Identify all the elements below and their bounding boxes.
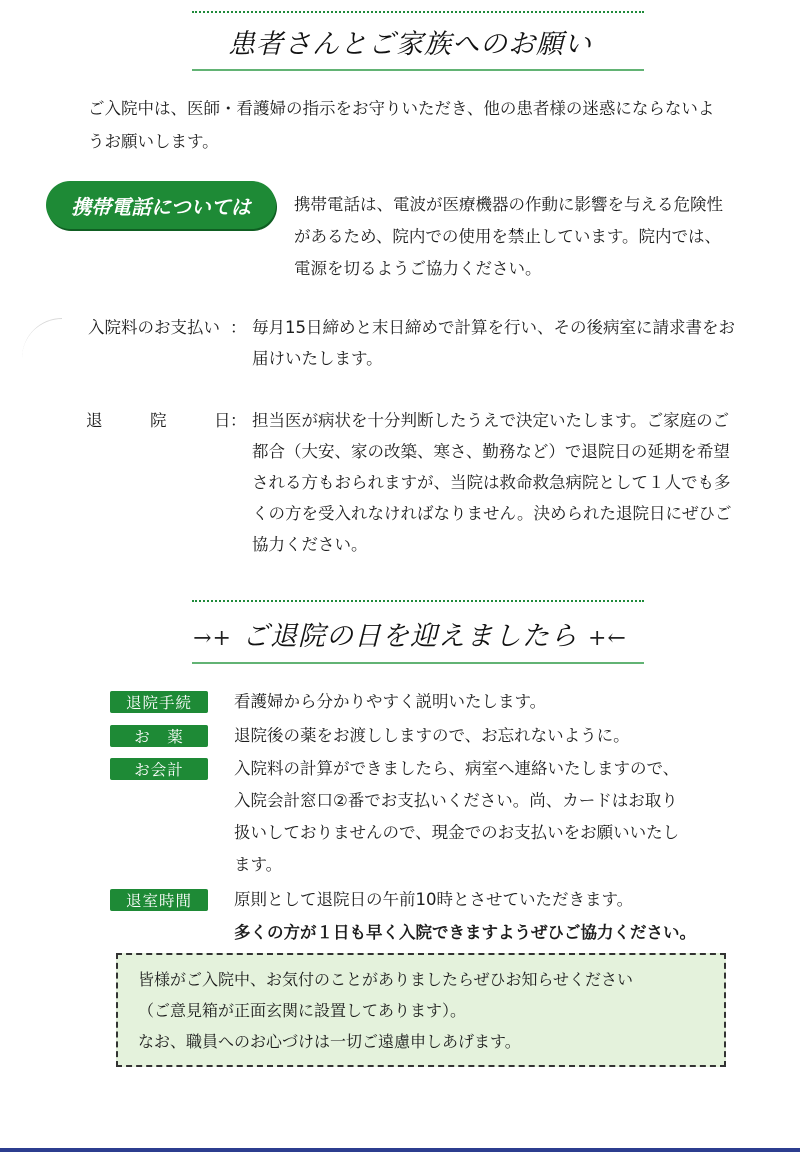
discharge-colon: ： xyxy=(230,411,247,430)
payment-line-2: 届けいたします。 xyxy=(252,349,383,368)
tag-billing: お会計 xyxy=(110,758,208,780)
discharge-line-5: 協力ください。 xyxy=(252,535,368,554)
bottom-bar xyxy=(0,1148,800,1152)
discharge-label-char-2: 院 xyxy=(150,411,167,430)
mobile-line-3: 電源を切るようご協力ください。 xyxy=(294,259,542,278)
item-billing-line-1: 入院料の計算ができましたら、病室へ連絡いたしますので、 xyxy=(234,759,680,778)
top-rule-2 xyxy=(192,69,644,71)
discharge-line-3: される方もおられますが、当院は救命救急病院として１人でも多 xyxy=(252,473,731,492)
mobile-phone-badge: 携帯電話については xyxy=(46,181,276,229)
payment-line-1: 毎月15日締めと末日締めで計算を行い、その後病室に請求書をお xyxy=(252,318,735,337)
item-checkout-line-2: 多くの方が１日も早く入院できますようぜひご協力ください。 xyxy=(234,923,696,942)
discharge-label-char-1: 退 xyxy=(86,411,103,430)
item-medicine-line-1: 退院後の薬をお渡ししますので、お忘れないように。 xyxy=(234,726,630,745)
section1-title: 患者さんとご家族へのお願い xyxy=(228,29,592,60)
item-procedure-line-1: 看護婦から分かりやすく説明いたします。 xyxy=(234,692,547,711)
mobile-line-1: 携帯電話は、電波が医療機器の作動に影響を与える危険性 xyxy=(294,195,723,214)
intro-line-2: うお願いします。 xyxy=(88,132,219,151)
discharge-line-4: くの方を受入れなければなりません。決められた退院日にぜひご xyxy=(252,504,732,523)
intro-line-1: ご入院中は、医師・看護婦の指示をお守りいただき、他の患者様の迷惑にならないよ xyxy=(88,99,715,118)
flourish-right-icon: +← xyxy=(588,626,627,651)
notice-line-3: なお、職員へのお心づけは一切ご遠慮申しあげます。 xyxy=(138,1032,521,1051)
tag-medicine: お 薬 xyxy=(110,725,208,747)
top-rule-1 xyxy=(192,11,644,13)
item-billing-line-3: 扱いしておりませんので、現金でのお支払いをお願いいたし xyxy=(234,823,680,842)
section2-title-row xyxy=(160,614,660,653)
notice-box xyxy=(116,953,726,1067)
mid-rule-2 xyxy=(192,662,644,664)
tag-checkout-time: 退室時間 xyxy=(110,889,208,911)
discharge-label-char-3: 日 xyxy=(214,411,231,430)
tag-discharge-procedure: 退院手続 xyxy=(110,691,208,713)
item-billing-line-2: 入院会計窓口②番でお支払いください。尚、カードはお取り xyxy=(234,791,678,810)
discharge-line-1: 担当医が病状を十分判断したうえで決定いたします。ご家庭のご xyxy=(252,411,730,430)
discharge-line-2: 都合（大安、家の改築、寒さ、勤務など）で退院日の延期を希望 xyxy=(252,442,730,461)
mobile-line-2: があるため、院内での使用を禁止しています。院内では、 xyxy=(294,227,722,246)
item-billing-line-4: ます。 xyxy=(234,855,283,874)
payment-label: 入院料のお支払い xyxy=(88,318,220,337)
item-checkout-line-1: 原則として退院日の午前10時とさせていただきます。 xyxy=(234,890,634,909)
flourish-left-icon: →+ xyxy=(193,626,232,651)
notice-line-2: （ご意見箱が正面玄関に設置してあります）。 xyxy=(138,1001,467,1020)
notice-line-1: 皆様がご入院中、お気付のことがありましたらぜひお知らせください xyxy=(138,970,634,989)
mid-rule-1 xyxy=(192,600,644,602)
payment-colon: ： xyxy=(230,318,247,337)
scan-artifact xyxy=(22,318,62,359)
section2-title: ご退院の日を迎えましたら xyxy=(242,621,578,652)
